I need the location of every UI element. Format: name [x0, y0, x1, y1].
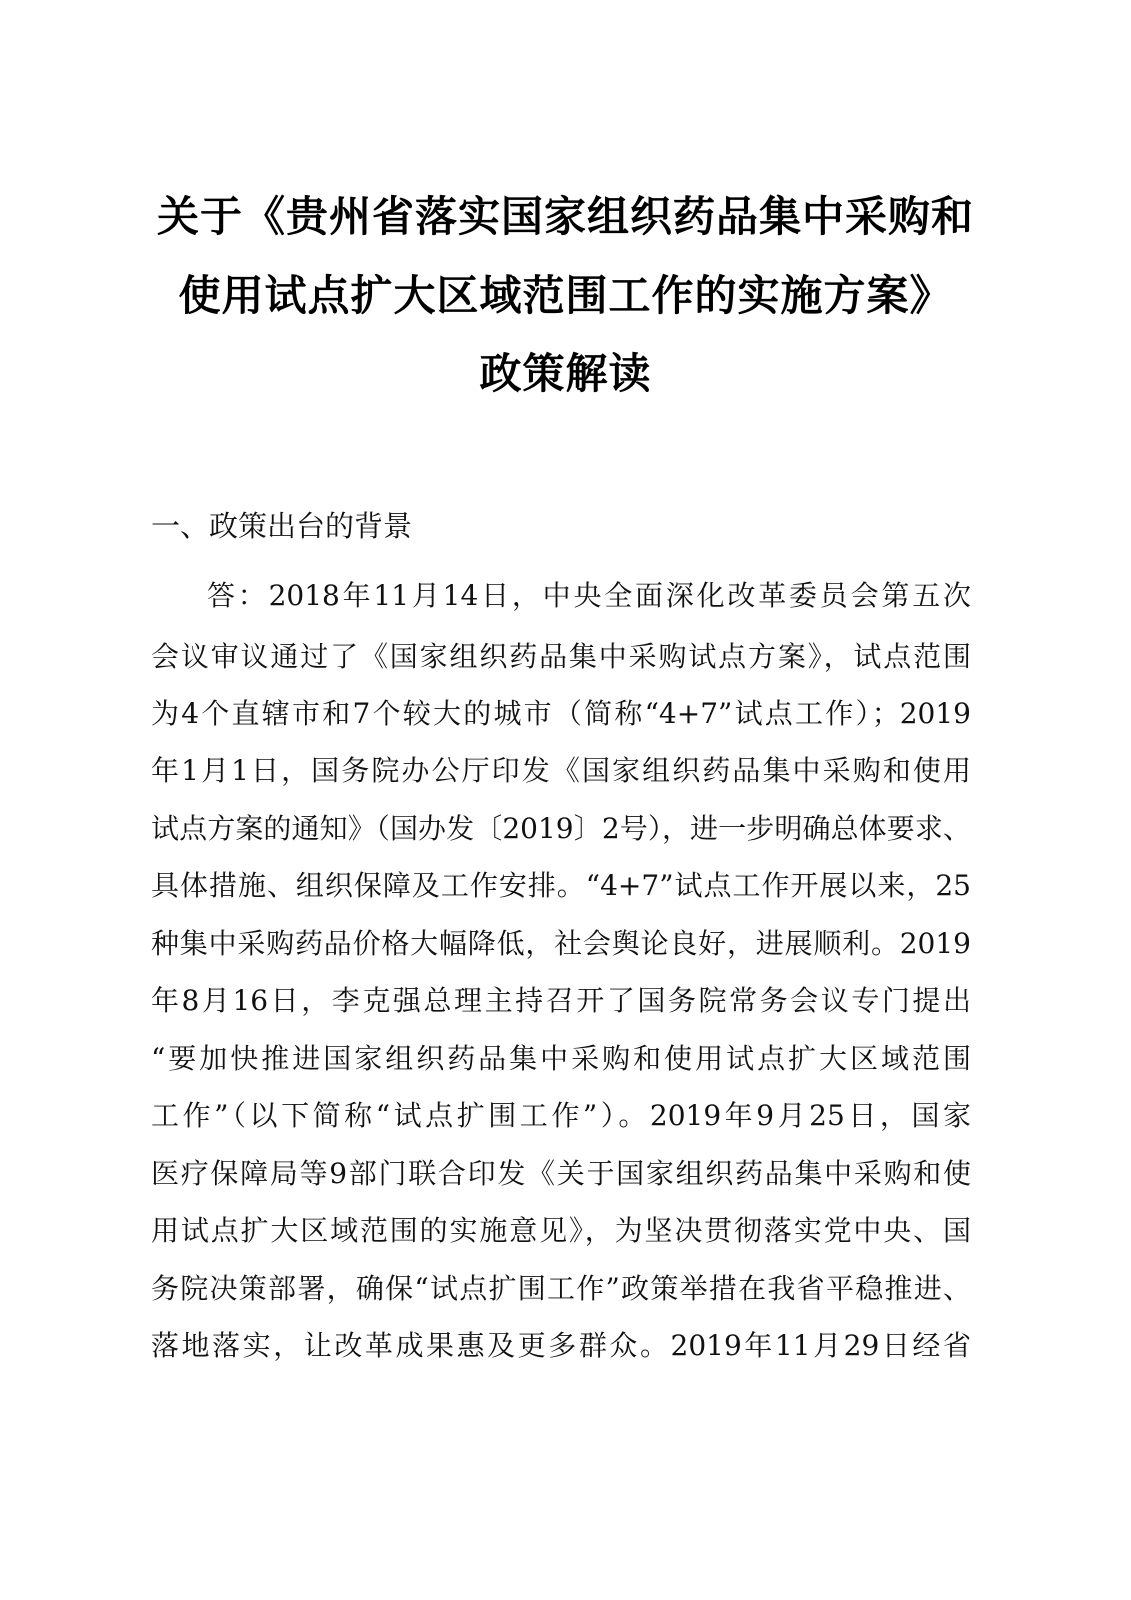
paragraph-line: 具体措施、组织保障及工作安排。“4+7”试点工作开展以来，25: [151, 869, 971, 902]
paragraph-line: 落地落实，让改革成果惠及更多群众。2019年11月29日经省: [151, 1329, 971, 1362]
paragraph-line: “要加快推进国家组织药品集中采购和使用试点扩大区域范围: [151, 1042, 971, 1075]
paragraph-line: 会议审议通过了《国家组织药品集中采购试点方案》，试点范围: [151, 640, 971, 673]
document-title-line-3: 政策解读: [479, 349, 652, 398]
paragraph-line: 医疗保障局等9部门联合印发《关于国家组织药品集中采购和使: [151, 1157, 971, 1190]
paragraph-line: 用试点扩大区域范围的实施意见》，为坚决贯彻落实党中央、国: [151, 1214, 971, 1247]
document-title-line-1: 关于《贵州省落实国家组织药品集中采购和: [156, 192, 974, 241]
paragraph-line: 种集中采购药品价格大幅降低，社会舆论良好，进展顺利。2019: [151, 927, 971, 960]
section-heading: 一、政策出台的背景: [151, 509, 413, 543]
paragraph-line: 工作”（以下简称“试点扩围工作”）。2019年9月25日，国家: [151, 1099, 971, 1132]
paragraph-line: 年8月16日，李克强总理主持召开了国务院常务会议专门提出: [151, 984, 971, 1017]
paragraph-line: 试点方案的通知》（国办发〔2019〕2号），进一步明确总体要求、: [151, 812, 971, 845]
document-title-line-2: 使用试点扩大区域范围工作的实施方案》: [178, 271, 953, 320]
paragraph-line: 年1月1日，国务院办公厅印发《国家组织药品集中采购和使用: [151, 754, 971, 787]
paragraph-line: 答：2018年11月14日，中央全面深化改革委员会第五次: [207, 579, 971, 612]
paragraph-line: 务院决策部署，确保“试点扩围工作”政策举措在我省平稳推进、: [151, 1272, 971, 1305]
paragraph-line: 为4个直辖市和7个较大的城市（简称“4+7”试点工作）；2019: [151, 697, 971, 730]
